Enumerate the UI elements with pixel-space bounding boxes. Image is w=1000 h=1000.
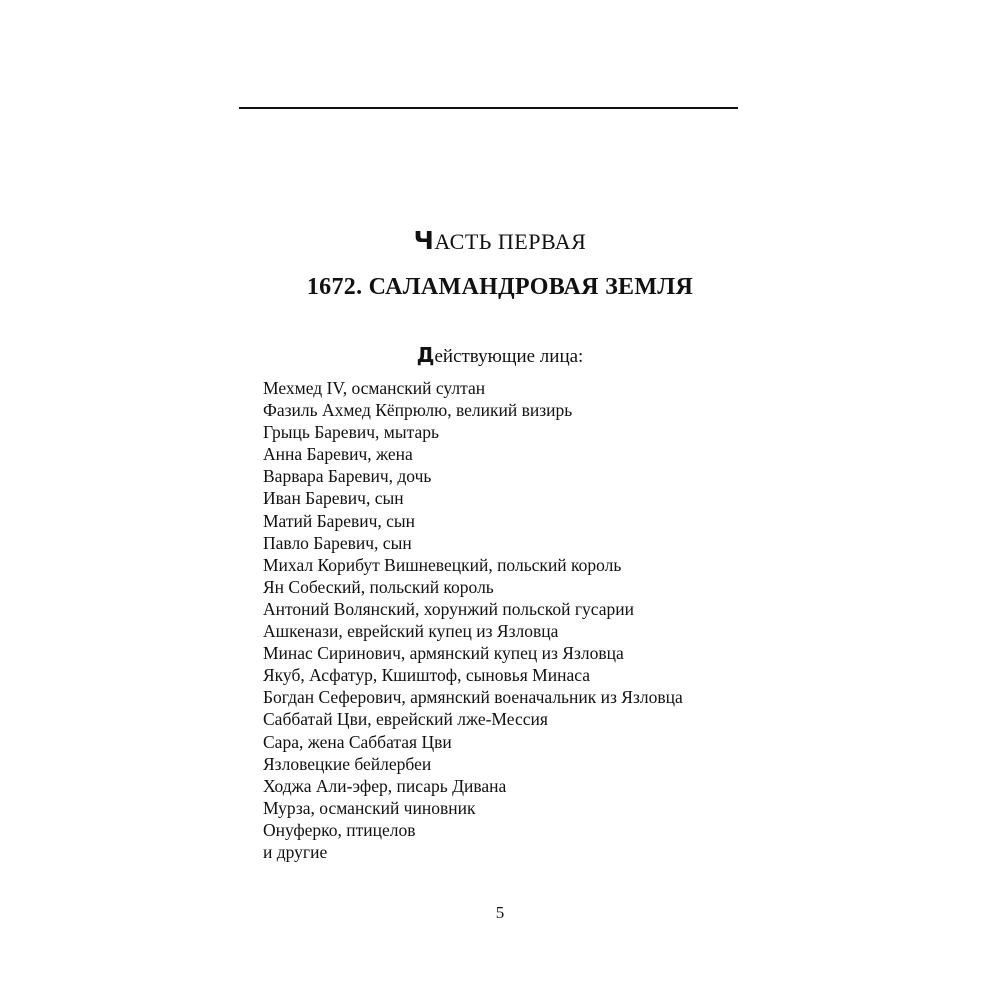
cast-list-item: Якуб, Асфатур, Кшиштоф, сыновья Минаса [263,665,590,686]
cast-list-item: Павло Баревич, сын [263,532,412,553]
cast-list [263,377,683,863]
cast-list-item: Ян Собеский, польский король [263,576,494,597]
cast-list-item: Ходжа Али-эфер, писарь Дивана [263,775,507,796]
cast-list-item: и другие [263,841,328,862]
cast-list-item: Антоний Волянский, хорунжий польской гусарии [263,598,635,619]
part-title [0,226,1000,255]
cast-list-item: Грыць Баревич, мытарь [263,422,439,443]
part-title-initial: Ч [413,226,435,255]
page-number: 5 [495,903,505,922]
cast-list-item: Варвара Баревич, дочь [263,466,432,487]
cast-list-item: Мехмед IV, османский султан [263,378,486,398]
part-title-text: АСТЬ ПЕРВАЯ [434,229,587,254]
cast-list-item: Иван Баревич, сын [263,488,404,509]
cast-list-item: Язловецкие бейлербеи [263,753,432,774]
cast-list-item: Фазиль Ахмед Кёпрюлю, великий визирь [263,400,573,421]
cast-heading-text: ействующие лица: [434,346,584,367]
cast-list-item: Онуферко, птицелов [263,819,416,840]
chapter-title: 1672. САЛАМАНДРОВАЯ ЗЕМЛЯ [306,274,694,300]
top-rule [239,107,738,109]
cast-list-item: Ашкенази, еврейский купец из Язловца [263,621,559,642]
cast-list-item: Михал Корибут Вишневецкий, польский король [263,554,622,575]
cast-heading-initial: Д [416,343,435,367]
cast-list-item: Сара, жена Саббатая Цви [263,731,452,752]
cast-list-item: Мурза, османский чиновник [263,797,476,818]
cast-list-item: Матий Баревич, сын [263,510,416,531]
cast-heading [0,343,1000,368]
cast-list-item: Богдан Сеферович, армянский военачальник из Язловца [263,687,683,708]
cast-list-item: Минас Сиринович, армянский купец из Язловца [263,643,624,664]
cast-list-item: Саббатай Цви, еврейский лже-Мессия [263,709,548,730]
cast-list-item: Анна Баревич, жена [263,444,413,465]
